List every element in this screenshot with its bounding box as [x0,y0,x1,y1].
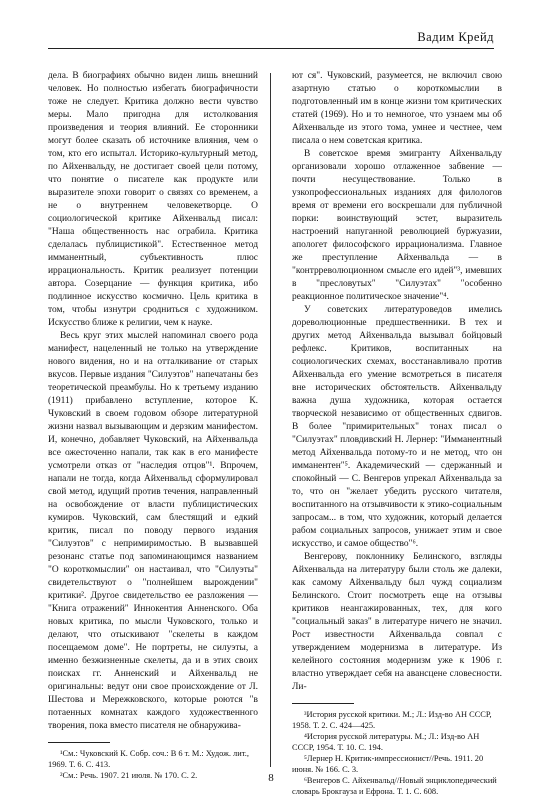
paragraph: ют ся". Чуковский, разумеется, не включил свою азартную статью о короткомыслии в подготовленный им в конце жизни том критических статей (1969). Но и то немногое, что узнаем мы об Айхенвальде из этого тома, умнее и честнее, чем писала о нем советская критика. [292,71,502,146]
footnote: ¹См.: Чуковский К. Собр. соч.: В 6 т. М.: Худож. лит., 1969. Т. 6. С. 413. [48,749,249,769]
footnote-rule [292,703,354,704]
paragraph: В советское время эмигранту Айхенвальду организовали хорошо отлаженное забвение — почти несуществование. Только в узкопрофессиональных изданиях для филологов время от времени его воскрешали для публичной порки: воинствующий эстет, выразитель настроений напуганной революцией буржуазии, апологет философского иррационализма. Главное же преступление Айхенвальда — в "контрреволюционном смысле его идей"³, имевших в "пресловутых" "Силуэтах" "особенно реакционное политическое значение"⁴. [292,149,502,302]
running-head [48,26,494,49]
paragraph: дела. В биографиях обычно виден лишь внешний человек. Но полностью избегать биографичности тоже не следует. Критика должно вести чувство меры. Мало пригодна для истолкования произведения и теория влияний. Ее сторонники могут более сказать об источнике влияния, чем о том, кто его испытал. Историко-культурный метод, по Айхенвальду, не достигает своей цели потому, что понятие о писателе как продукте или выразителе эпохи говорит о связях со временем, а не о внутреннем человекетворце. О социологической критике Айхенвальд писал: "Наша общественность нас ограбила. Критика сделалась публицистикой". Естественное метод имманентный, субъективность плюс иррациональность. Критик реализует потенции автора. Созерцание — функция критика, ибо подлинное искусство космично. Цель критика в том, чтобы изнутри сродниться с художником. Искусство ближе к религии, чем к науке. [48,71,258,328]
left-column [48,70,258,781]
footnote: ³История русской критики. М.; Л.: Изд-во АН СССР, 1958. Т. 2. С. 424—425. [292,710,492,730]
footnote: ⁴История русской литературы. М.; Л.: Изд-во АН СССР, 1954. Т. 10. С. 194. [292,732,480,752]
running-title: Вадим Крейд [417,30,494,44]
page-number: 8 [268,772,274,784]
paragraph: Венгерову, поклоннику Белинского, взгляды Айхенвальда на литературу были столь же далеки, как самому Айхенвальду был чужд социализм Белинского. Стоит посмотреть еще на отзывы критиков неангажированных, тех, для кого "социальный заказ" в литературе ничего не значил. Рост известности Айхенвальда совпал с утверждением модернизма в литературе. Из келейного состояния модернизм уже к 1906 г. властно утверждает себя на авансцене словесности. Ли- [292,552,502,692]
footnote: ⁶Венгеров С. Айхенвальд//Новый энциклопедический словарь Брокгауза и Ефрона. Т. 1. С. 608. [292,776,497,796]
paragraph: Весь круг этих мыслей напоминал своего рода манифест, нацеленный не только на утверждение нового видения, но и на отталкивание от старых вкусов. Первые издания "Силуэтов" напечатаны без теоретической преамбулы. Но к третьему изданию (1911) прибавлено вступление, которое К. Чуковский в своем годовом обзоре литературной жизни назвал вызывающим и дерзким манифестом. И, конечно, добавляет Чуковский, на Айхенвальда все ожесточенно напали, так как в его манифесте усмотрели отказ от "наследия отцов"¹. Впрочем, напали не тогда, когда Айхенвальд сформулировал свой метод, идущий против течения, направленный на освобождение от власти публицистических кумиров. Чуковский, сам блестящий и едкий критик, писал по поводу первого издания "Силуэтов" с непримиримостью. В вызвавшей резонанс статье под запоминающимся названием "О короткомыслии" он настаивал, что "Силуэты" свидетельствуют о "полнейшем вырождении" критики². Другое свидетельство ее разложения — "Книга отражений" Иннокентия Анненского. Оба новых критика, по мысли Чуковского, только и делают, что отыскивают "скелеты в каждом посещаемом доме". Не портреты, не силуэты, а именно безжизненные скелеты, да и в этих своих поисках гг. Анненский и Айхенвальд не оригинальны: ведут они свое происхождение от Л. Шестова и Мережковского, которые роются "в потаенных комнатах каждого художественного творения, пока вместо писателя не обнаружива- [48,331,258,731]
right-column [292,70,502,797]
footnote: ⁵Лернер Н. Критик-импрессионист//Речь. 1911. 20 июня. № 166. С. 3. [292,754,484,774]
footnote: ²См.: Речь. 1907. 21 июля. № 170. С. 2. [60,771,198,780]
column-divider [270,73,271,767]
footnote-rule [48,742,110,743]
paragraph: У советских литературоведов имелись дореволюционные предшественники. В тех и других метод Айхенвальда вызывал бойцовый рефлекс. Критиков, воспитанных на социологических схемах, восстанавливало против Айхенвальда его умение всмотреться в писателя вне исторических обстоятельств. Айхенвальду важна душа художника, которая остается творческой независимо от общественных сдвигов. В более "примирительных" тонах писал о "Силуэтах" пловдивский Н. Лернер: "Имманентный метод Айхенвальда потому-то и не метод, что он имманентен"⁵. Академический — сдержанный и спокойный — С. Венгеров упрекал Айхенвальда за то, что он "желает убедить русского читателя, воспитанного на отзывчивости к этико-социальным запросам... в том, что художник, который делается рабом социальных запросов, унижает этим и свое искусство, и самое общество"⁶. [292,305,502,549]
